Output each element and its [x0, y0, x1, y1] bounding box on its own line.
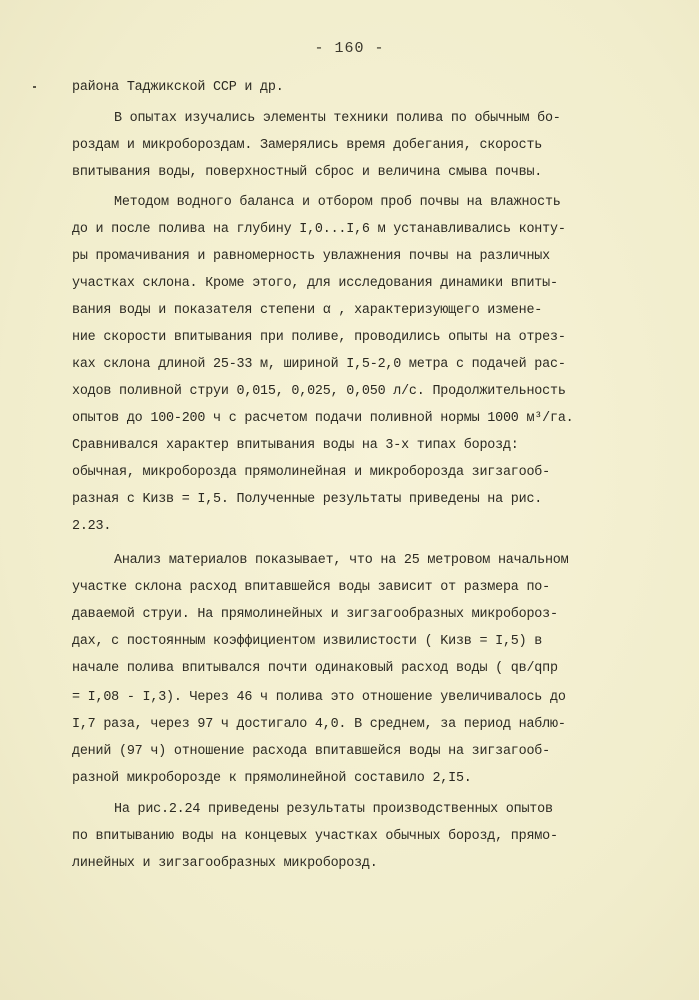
text-line: района Таджикской ССР и др.: [72, 80, 284, 95]
text-line: впитывания воды, поверхностный сброс и величина смыва почвы.: [72, 165, 543, 180]
text-line: участках склона. Кроме этого, для исследования динамики впиты-: [72, 276, 558, 291]
text-line: Сравнивался характер впитывания воды на 3-х типах борозд:: [72, 438, 519, 453]
text-line: = I,08 - I,3). Через 46 ч полива это отношение увеличивалось до: [72, 690, 566, 705]
text-line: ние скорости впитывания при поливе, проводились опыты на отрез-: [72, 330, 566, 345]
text-line: Анализ материалов показывает, что на 25 метровом начальном: [114, 553, 569, 568]
text-line: дений (97 ч) отношение расхода впитавшейся воды на зигзагооб-: [72, 744, 550, 759]
margin-mark: [33, 86, 36, 88]
text-line: начале полива впитывался почти одинаковый расход воды ( qв/qпр: [72, 661, 558, 676]
text-line: Методом водного баланса и отбором проб почвы на влажность: [114, 195, 561, 210]
text-line: ках склона длиной 25-33 м, шириной I,5-2,0 метра с подачей рас-: [72, 357, 566, 372]
page-number: - 160 -: [314, 40, 385, 57]
text-line: дах, с постоянным коэффициентом извилистости ( Kизв = I,5) в: [72, 634, 543, 649]
text-line: 2.23.: [72, 519, 112, 534]
text-line: разная с Kизв = I,5. Полученные результаты приведены на рис.: [72, 492, 543, 507]
text-line: участке склона расход впитавшейся воды зависит от размера по-: [72, 580, 550, 595]
text-line: ходов поливной струи 0,015, 0,025, 0,050 л/с. Продолжительность: [72, 384, 566, 399]
text-line: линейных и зигзагообразных микроборозд.: [72, 856, 378, 871]
text-line: вания воды и показателя степени α , характеризующего измене-: [72, 303, 543, 318]
text-line: даваемой струи. На прямолинейных и зигзагообразных микроборoз-: [72, 607, 558, 622]
text-line: ры промачивания и равномерность увлажнения почвы на различных: [72, 249, 550, 264]
text-line: до и после полива на глубину I,0...I,6 м устанавливались конту-: [72, 222, 566, 237]
text-line: разной микроборозде к прямолинейной составило 2,I5.: [72, 771, 472, 786]
text-line: по впитыванию воды на концевых участках обычных борозд, прямо-: [72, 829, 558, 844]
text-line: В опытах изучались элементы техники полива по обычным бо-: [114, 111, 561, 126]
text-line: I,7 раза, через 97 ч достигало 4,0. В среднем, за период наблю-: [72, 717, 566, 732]
text-line: опытов до 100-200 ч с расчетом подачи поливной нормы 1000 м³/га.: [72, 411, 574, 426]
text-line: роздам и микробороздам. Замерялись время добегания, скорость: [72, 138, 543, 153]
text-line: На рис.2.24 приведены результаты производственных опытов: [114, 802, 553, 817]
text-line: обычная, микроборозда прямолинейная и микроборозда зигзагооб-: [72, 465, 550, 480]
